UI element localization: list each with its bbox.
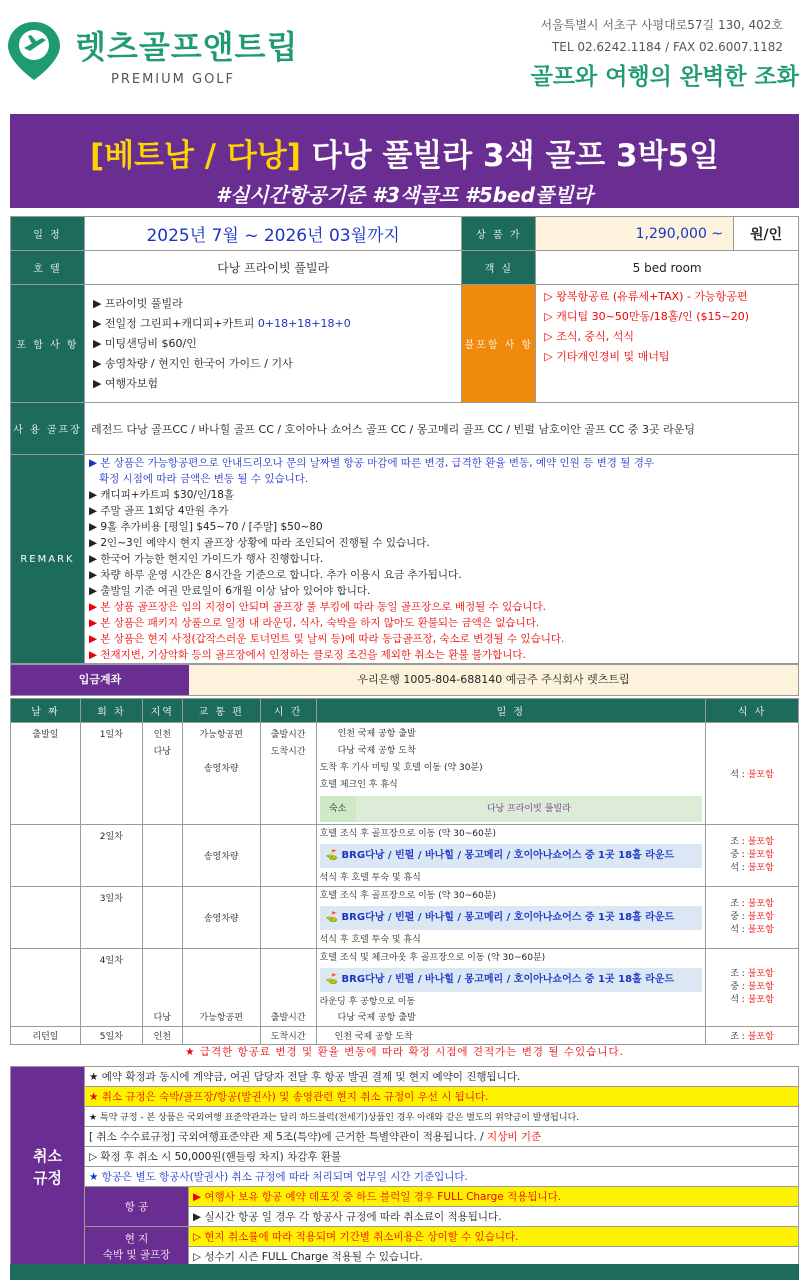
product-info-table <box>10 216 799 664</box>
cancel-line: ★ 예약 확정과 동시에 계약금, 여권 담당자 전달 후 항공 발권 결제 및 현지 예약이 진행됩니다. <box>85 1067 799 1087</box>
local-label: 현 지 <box>124 1232 149 1245</box>
schedule-line: 인천 국제 공항 출발 <box>337 729 416 739</box>
exclude-label: 불포함 사 항 <box>462 285 536 403</box>
payment-label: 입금계좌 <box>11 665 189 695</box>
itinerary-day-1 <box>11 723 799 825</box>
include-item: ▶ 프라이빗 풀빌라 <box>92 296 183 310</box>
remark-item: ▶ 2인~3인 예약시 현지 골프장 상황에 따라 조인되어 진행될 수 있습니다. <box>88 537 430 549</box>
logo-name: 렛츠골프앤트립 <box>75 28 299 66</box>
schedule-value: 2025년 7월 ~ 2026년 03월까지 <box>84 217 461 251</box>
company-contact <box>541 14 783 58</box>
time: 도착시간 <box>270 747 306 757</box>
transport: 가능항공편 <box>182 949 260 1027</box>
air-line: ▶ 실시간 항공 일 경우 각 항공사 규정에 따라 취소료이 적용됩니다. <box>189 1207 799 1227</box>
itinerary-table <box>10 698 799 1045</box>
transport: 송영차량 <box>182 887 260 949</box>
room-label: 객 실 <box>462 251 536 285</box>
flag-icon: ⛳ <box>325 849 342 861</box>
local-line: ▷ 성수기 시즌 FULL Charge 적용될 수 있습니다. <box>189 1247 799 1267</box>
region: 다낭 <box>153 747 171 757</box>
meals: 조 : 불포함 중 : 불포함 석 : 불포함 <box>706 825 799 887</box>
stay-row <box>320 796 702 822</box>
remark-item: ▶ 본 상품 골프장은 임의 지정이 안되며 골프장 풀 부킹에 따라 동일 골프장으로 배정될 수 있습니다. <box>88 601 547 613</box>
remark-item: ▶ 캐디피+카트피 $30/인/18홀 <box>88 489 235 501</box>
price-change-note: ★ 급격한 항공료 변경 및 환율 변동에 따라 확정 시점에 견적가는 변경 될 수있습니다. <box>185 1046 624 1058</box>
schedule-line: 석식 후 호텔 투숙 및 휴식 <box>319 934 421 945</box>
itinerary-day-3 <box>11 887 799 949</box>
meals: 조 : 불포함 중 : 불포함 석 : 불포함 <box>706 949 799 1027</box>
stay-value: 다낭 프라이빗 풀빌라 <box>356 796 702 822</box>
cancel-basis: 지상비 기준 <box>487 1131 542 1143</box>
hotel-label: 호 텔 <box>11 251 85 285</box>
col-schedule: 일 정 <box>316 699 705 723</box>
day: 2일차 <box>80 825 142 887</box>
transport: 송영차량 <box>203 764 239 774</box>
col-date: 날 짜 <box>11 699 81 723</box>
day: 4일차 <box>80 949 142 1027</box>
cancel-line: ★ 특약 규정 - 본 상품은 국외여행 표준약관과는 달리 하드블럭(전세기)상품인 경우 아래와 같은 별도의 위약금이 발생됩니다. <box>85 1107 799 1127</box>
schedule-label: 일 정 <box>11 217 85 251</box>
schedule-line: 다낭 국제 공항 출발 <box>337 1012 416 1023</box>
exclude-list <box>536 285 799 403</box>
remark-item: ▶ 주말 골프 1회당 4만원 추가 <box>88 505 229 517</box>
cancel-policy-table <box>10 1066 799 1267</box>
air-line: ▶ 여행사 보유 항공 예약 데포짓 중 하드 블럭일 경우 FULL Charge 적용됩니다. <box>189 1187 799 1207</box>
schedule-line: 도착 후 기사 미팅 및 호텔 이동 (약 30분) <box>319 763 483 773</box>
local-label-sub: 숙박 및 골프장 <box>102 1248 171 1261</box>
schedule-line: 호텔 조식 및 체크아웃 후 골프장으로 이동 (약 30~60분) <box>319 952 546 963</box>
flag-icon: ⛳ <box>325 973 342 985</box>
stay-label: 숙소 <box>320 796 356 822</box>
meal-label: 석 : <box>730 770 748 780</box>
date: 출발일 <box>11 723 81 825</box>
golf-round: ⛳ BRG다낭 / 빈펄 / 바나힐 / 몽고메리 / 호이아나쇼어스 중 1곳 18홀 라운드 <box>320 968 702 992</box>
remark-item: 확정 시점에 따라 금액은 변동 될 수 있습니다. <box>98 473 309 485</box>
remark-item: ▶ 차량 하루 운영 시간은 8시간을 기준으로 합니다. 추가 이용시 요금 추가됩니다. <box>88 569 462 581</box>
address: 서울특별시 서초구 사평대로57길 130, 402호 <box>540 18 783 32</box>
greenfee-detail: 0+18+18+18+0 <box>257 316 351 330</box>
day: 3일차 <box>80 887 142 949</box>
remark-item: ▶ 9홀 추가비용 [평일] $45~70 / [주말] $50~80 <box>88 521 323 533</box>
remark-item: ▶ 본 상품은 현지 사정(갑작스러운 토너먼트 및 날씨 등)에 따라 동급골프장, 숙소로 변경될 수 있습니다. <box>88 633 565 645</box>
exclude-item: ▷ 캐디팁 30~50만동/18홀/인 ($15~20) <box>544 310 750 323</box>
banner-tags: #실시간항공기준 #3색골프 #5bed풀빌라 <box>216 183 593 207</box>
footer-bar <box>10 1264 799 1280</box>
remark-label: REMARK <box>11 455 85 664</box>
remark-item: ▶ 본 상품은 가능항공편으로 안내드리오나 문의 날짜별 항공 마감에 따른 변경, 급격한 환율 변동, 예약 인원 등 변경 될 경우 <box>88 457 654 469</box>
banner-title: 다낭 풀빌라 3색 골프 3박5일 <box>311 138 720 174</box>
col-region: 지역 <box>142 699 182 723</box>
schedule-line: 석식 후 호텔 투숙 및 휴식 <box>319 872 421 883</box>
logo-subtitle: PREMIUM GOLF <box>111 72 236 87</box>
itinerary-day-5: 리턴일 5일차 인천 도착시간 인천 국제 공항 도착 조 : 불포함 <box>11 1027 799 1045</box>
itinerary-day-2 <box>11 825 799 887</box>
col-time: 시 간 <box>260 699 316 723</box>
page-header <box>0 0 809 100</box>
itinerary-day-4 <box>11 949 799 1027</box>
schedule-line: 인천 국제 공항 도착 <box>316 1027 705 1045</box>
cancel-line: [ 취소 수수료규정] 국외여행표준약관 제 5조(특약)에 근거한 특별약관이 적용됩니다. / <box>89 1131 488 1143</box>
region: 다낭 <box>142 949 182 1027</box>
air-label: 항 공 <box>85 1187 189 1227</box>
remark-item: ▶ 출발일 기준 여권 만료일이 6개월 이상 남아 있어야 합니다. <box>88 585 371 597</box>
remark-item: ▶ 천재지변, 기상악화 등의 골프장에서 인정하는 클로징 조건을 제외한 취소는 환불 불가합니다. <box>88 649 526 661</box>
schedule-line: 호텔 조식 후 골프장으로 이동 (약 30~60분) <box>319 828 496 839</box>
price-label: 상 품 가 <box>462 217 536 251</box>
include-item: ▶ 전일정 그린피+캐디피+카트피 0+18+18+18+0 <box>92 316 351 330</box>
schedule-line: 호텔 체크인 후 휴식 <box>319 780 398 790</box>
schedule-line: 호텔 조식 후 골프장으로 이동 (약 30~60분) <box>319 890 496 901</box>
payment-row <box>10 664 799 696</box>
remark-item: ▶ 본 상품은 패키지 상품으로 일정 내 라운딩, 식사, 숙박을 하지 않아도 환불되는 금액은 없습니다. <box>88 617 540 629</box>
schedule-line: 다낭 국제 공항 도착 <box>337 746 416 756</box>
exclude-item: ▷ 왕복항공료 (유류세+TAX) - 가능항공편 <box>544 290 748 303</box>
local-line: ▷ 현지 취소률에 따라 적용되며 기간별 취소비용은 상이할 수 있습니다. <box>189 1227 799 1247</box>
include-list <box>84 285 461 403</box>
price-value: 1,290,000 ~ <box>536 217 734 251</box>
transport: 가능항공편 <box>199 730 243 740</box>
meal-value: 불포함 <box>747 770 774 780</box>
day: 5일차 <box>80 1027 142 1045</box>
flag-icon: ⛳ <box>325 911 342 923</box>
golf-round: ⛳ BRG다낭 / 빈펄 / 바나힐 / 몽고메리 / 호이아나쇼어스 중 1곳 18홀 라운드 <box>320 906 702 930</box>
course-value: 레전드 다낭 골프CC / 바나힐 골프 CC / 호이아나 쇼어스 골프 CC / 몽고메리 골프 CC / 빈펄 남호이안 골프 CC 중 3곳 라운딩 <box>84 403 798 455</box>
include-item: ▶ 미팅샌딩비 $60/인 <box>92 336 197 350</box>
exclude-item: ▷ 조식, 중식, 석식 <box>544 330 634 343</box>
cancel-line: ★ 취소 규정은 숙박/골프장/항공(발권사) 및 송영관련 현지 취소 규정이 우선 시 됩니다. <box>85 1087 799 1107</box>
time: 출발시간 <box>260 949 316 1027</box>
cancel-label: 취소 규정 <box>11 1067 85 1267</box>
price-unit: 원/인 <box>734 217 799 251</box>
col-day: 회 차 <box>80 699 142 723</box>
day: 1일차 <box>80 723 142 825</box>
schedule-line: 라운딩 후 공항으로 이동 <box>319 996 416 1007</box>
banner-prefix: [베트남 / 다낭] <box>89 138 301 174</box>
time: 출발시간 <box>270 730 306 740</box>
include-item: ▶ 여행자보험 <box>92 376 159 390</box>
slogan: 골프와 여행의 완벽한 조화 <box>530 64 799 90</box>
include-item: ▶ 송영차량 / 현지인 한국어 가이드 / 기사 <box>92 356 293 370</box>
cancel-line: ▷ 확정 후 취소 시 50,000원(핸들링 차지) 차감후 환불 <box>85 1147 799 1167</box>
col-transport: 교 통 편 <box>182 699 260 723</box>
time: 도착시간 <box>260 1027 316 1045</box>
room-value: 5 bed room <box>536 251 799 285</box>
date: 리턴일 <box>11 1027 81 1045</box>
golf-round: ⛳ BRG다낭 / 빈펄 / 바나힐 / 몽고메리 / 호이아나쇼어스 중 1곳 18홀 라운드 <box>320 844 702 868</box>
payment-value: 우리은행 1005-804-688140 예금주 주식회사 렛츠트립 <box>189 665 798 695</box>
remark-item: ▶ 한국어 가능한 현지인 가이드가 행사 진행합니다. <box>88 553 324 565</box>
region: 인천 <box>153 730 171 740</box>
cancel-line: ★ 항공은 별도 항공사(발권사) 취소 규정에 따라 처리되며 업무일 시간 기준입니다. <box>85 1167 799 1187</box>
include-label: 포 함 사 항 <box>11 285 85 403</box>
course-label: 사 용 골프장 <box>11 403 85 455</box>
meals: 조 : 불포함 중 : 불포함 석 : 불포함 <box>706 887 799 949</box>
col-meal: 식 사 <box>706 699 799 723</box>
exclude-item: ▷ 기타개인경비 및 매너팁 <box>544 350 670 363</box>
title-banner <box>10 114 799 208</box>
golf-pin-logo-icon <box>4 18 64 82</box>
remark-list <box>84 455 798 664</box>
region: 인천 <box>142 1027 182 1045</box>
tel-fax: TEL 02.6242.1184 / FAX 02.6007.1182 <box>551 40 783 54</box>
hotel-value: 다낭 프라이빗 풀빌라 <box>84 251 461 285</box>
transport: 송영차량 <box>182 825 260 887</box>
